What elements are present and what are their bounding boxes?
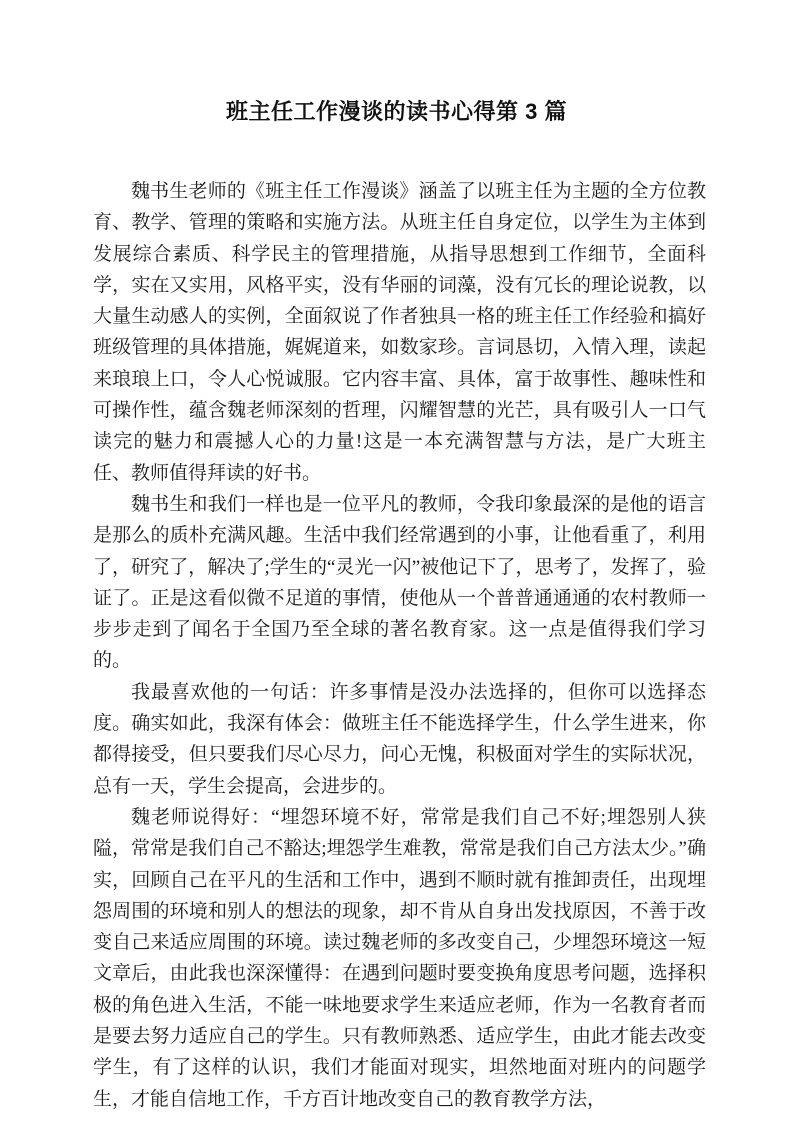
document-body	[93, 176, 706, 1115]
paragraph-1: 魏书生老师的《班主任工作漫谈》涵盖了以班主任为主题的全方位教育、教学、管理的策略和实施方法。从班主任自身定位，以学生为主体到发展综合素质、科学民主的管理措施，从指导思想到工作细节，全面科学，实在又实用，风格平实，没有华丽的词藻，没有冗长的理论说教，以大量生动感人的实例，全面叙说了作者独具一格的班主任工作经验和搞好班级管理的具体措施，娓娓道来，如数家珍。言词恳切，入情入理，读起来琅琅上口，令人心悦诚服。它内容丰富、具体，富于故事性、趣味性和可操作性，蕴含魏老师深刻的哲理，闪耀智慧的光芒，具有吸引人一口气读完的魅力和震撼人心的力量!这是一本充满智慧与方法，是广大班主任、教师值得拜读的好书。	[93, 181, 706, 484]
document-title: 班主任工作漫谈的读书心得第 3 篇	[226, 99, 567, 124]
paragraph-3: 我最喜欢他的一句话：许多事情是没办法选择的，但你可以选择态度。确实如此，我深有体会：做班主任不能选择学生，什么学生进来，你都得接受，但只要我们尽心尽力，问心无愧，积极面对学生的实际状况，总有一天，学生会提高，会进步的。	[93, 681, 706, 797]
paragraph-2: 魏书生和我们一样也是一位平凡的教师，令我印象最深的是他的语言是那么的质朴充满风趣。生活中我们经常遇到的小事，让他看重了，利用了，研究了，解决了;学生的“灵光一闪”被他记下了，思考了，发挥了，验证了。正是这看似微不足道的事情，使他从一个普普通通通的农村教师一步步走到了闻名于全国乃至全球的著名教育家。这一点是值得我们学习的。	[93, 493, 706, 672]
paragraph-4: 魏老师说得好：“埋怨环境不好，常常是我们自己不好;埋怨别人狭隘，常常是我们自己不豁达;埋怨学生难教，常常是我们自己方法太少。”确实，回顾自己在平凡的生活和工作中，遇到不顺时就有推卸责任，出现埋怨周围的环境和别人的想法的现象，却不肯从自身出发找原因，不善于改变自己来适应周围的环境。读过魏老师的多改变自己，少埋怨环境这一短文章后，由此我也深深懂得：在遇到问题时要变换角度思考问题，选择积极的角色进入生活，不能一味地要求学生来适应老师，作为一名教育者而是要去努力适应自己的学生。只有教师熟悉、适应学生，由此才能去改变学生，有了这样的认识，我们才能面对现实，坦然地面对班内的问题学生，才能自信地工作，千方百计地改变自己的教育教学方法，	[93, 806, 706, 1110]
